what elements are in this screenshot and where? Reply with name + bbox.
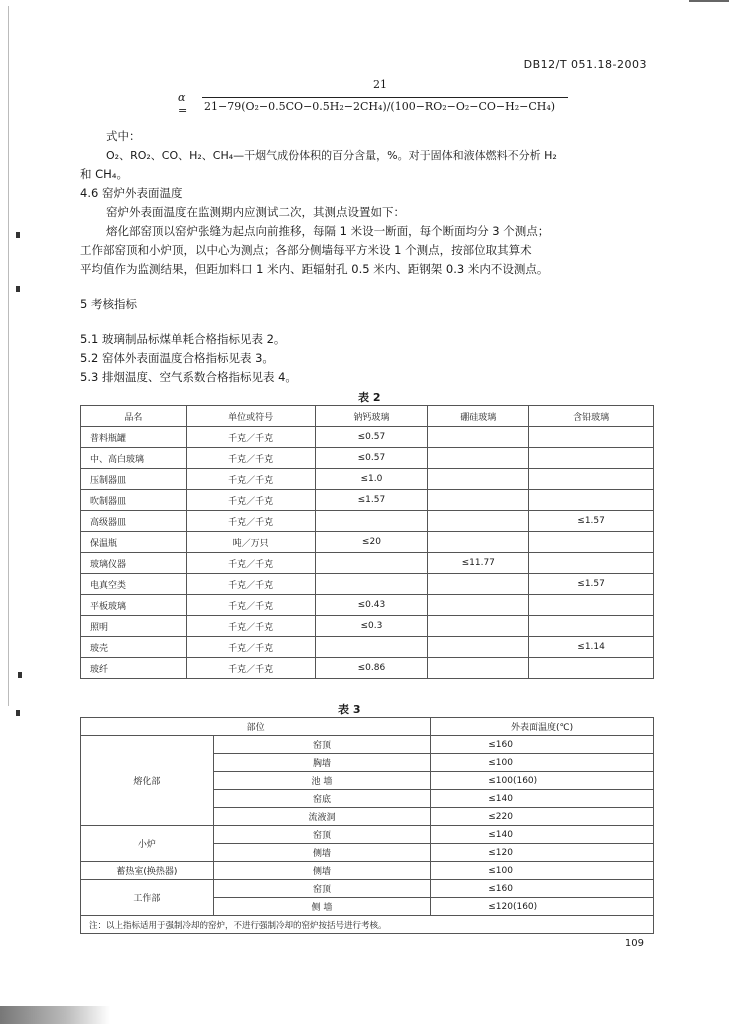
table-cell: ≤1.0 — [315, 469, 428, 490]
table-cell: 千克／千克 — [186, 595, 315, 616]
table-cell — [315, 574, 428, 595]
table-cell — [529, 490, 654, 511]
sub-part-cell: 窑顶 — [213, 826, 431, 844]
table-cell: 保温瓶 — [81, 532, 187, 553]
table-cell: 千克／千克 — [186, 637, 315, 658]
scan-speck — [16, 286, 20, 292]
definition-line-1: O₂、RO₂、CO、H₂、CH₄—干烟气成份体积的百分含量，%。对于固体和液体燃料不分析 H₂ — [106, 149, 557, 162]
table-cell: ≤0.3 — [315, 616, 428, 637]
table-3 — [80, 717, 654, 934]
table-cell: 普料瓶罐 — [81, 427, 187, 448]
table-header-cell: 钠钙玻璃 — [315, 406, 428, 427]
table-cell: 玻壳 — [81, 637, 187, 658]
table-cell: ≤0.43 — [315, 595, 428, 616]
table-cell — [428, 574, 529, 595]
section-5-3: 5.3 排烟温度、空气系数合格指标见表 4。 — [80, 370, 297, 384]
table-cell — [529, 469, 654, 490]
formula-numerator: 21 — [373, 78, 387, 91]
table-row — [81, 616, 654, 637]
table-cell: 千克／千克 — [186, 658, 315, 679]
table-cell — [315, 511, 428, 532]
table-cell — [529, 427, 654, 448]
table-cell: 电真空类 — [81, 574, 187, 595]
temperature-cell: ≤140 — [431, 826, 654, 844]
table-cell — [428, 490, 529, 511]
table-cell: 千克／千克 — [186, 448, 315, 469]
table-cell: ≤0.57 — [315, 448, 428, 469]
scan-speck — [16, 710, 20, 716]
fraction-line — [202, 97, 568, 98]
table-cell: 千克／千克 — [186, 574, 315, 595]
table-row — [81, 574, 654, 595]
table-row — [81, 826, 654, 844]
table-cell — [428, 511, 529, 532]
table-cell — [428, 658, 529, 679]
table-cell: ≤0.86 — [315, 658, 428, 679]
sub-part-cell: 侧 墙 — [213, 898, 431, 916]
section-5-heading: 5 考核指标 — [80, 297, 137, 311]
table-cell — [529, 616, 654, 637]
sub-part-cell: 侧墙 — [213, 844, 431, 862]
table-cell: ≤20 — [315, 532, 428, 553]
table-header-cell: 含铅玻璃 — [529, 406, 654, 427]
table-cell: 高级器皿 — [81, 511, 187, 532]
scan-speck — [16, 232, 20, 238]
table-cell — [529, 448, 654, 469]
table-cell: ≤1.14 — [529, 637, 654, 658]
table-cell — [529, 658, 654, 679]
table-cell: 千克／千克 — [186, 469, 315, 490]
part-group-cell: 蓄热室(换热器) — [81, 862, 214, 880]
definition-line-2: 和 CH₄。 — [80, 167, 128, 181]
table-cell — [428, 637, 529, 658]
table-note-row — [81, 916, 654, 934]
temperature-cell: ≤140 — [431, 790, 654, 808]
table-row — [81, 469, 654, 490]
table-cell: 千克／千克 — [186, 511, 315, 532]
table-row — [81, 637, 654, 658]
formula-denominator: 21−79(O₂−0.5CO−0.5H₂−2CH₄)/(100−RO₂−O₂−CO−H₂−CH₄) — [204, 100, 556, 113]
table-header-cell: 外表面温度(℃) — [431, 718, 654, 736]
temperature-cell: ≤100(160) — [431, 772, 654, 790]
table-3-caption: 表 3 — [338, 703, 361, 716]
temperature-cell: ≤100 — [431, 862, 654, 880]
table-cell: ≤0.57 — [315, 427, 428, 448]
table-cell — [428, 616, 529, 637]
table-header-cell: 品名 — [81, 406, 187, 427]
table-cell: 千克／千克 — [186, 553, 315, 574]
scan-corner-mark — [689, 0, 729, 10]
sub-part-cell: 流液洞 — [213, 808, 431, 826]
table-row — [81, 448, 654, 469]
sub-part-cell: 窑顶 — [213, 736, 431, 754]
table-row — [81, 658, 654, 679]
sub-part-cell: 池 墙 — [213, 772, 431, 790]
table-2 — [80, 405, 654, 679]
table-cell: 千克／千克 — [186, 427, 315, 448]
table-row — [81, 490, 654, 511]
section-5-2: 5.2 窑体外表面温度合格指标见表 3。 — [80, 351, 274, 365]
sub-part-cell: 胸墙 — [213, 754, 431, 772]
table-cell: 压制器皿 — [81, 469, 187, 490]
shizhong-label: 式中： — [106, 129, 141, 143]
table-cell: 平板玻璃 — [81, 595, 187, 616]
table-row — [81, 595, 654, 616]
sub-part-cell: 窑底 — [213, 790, 431, 808]
table-header-row — [81, 406, 654, 427]
table-cell: 中、高白玻璃 — [81, 448, 187, 469]
table-row — [81, 511, 654, 532]
temperature-cell: ≤160 — [431, 736, 654, 754]
table-row — [81, 532, 654, 553]
temperature-cell: ≤100 — [431, 754, 654, 772]
formula-lhs: α = — [178, 91, 188, 117]
table-cell: 照明 — [81, 616, 187, 637]
section-5-1: 5.1 玻璃制品标煤单耗合格指标见表 2。 — [80, 332, 286, 346]
section-4-6-para-1: 窑炉外表面温度在监测期内应测试二次，其测点设置如下： — [106, 205, 405, 219]
sub-part-cell: 侧墙 — [213, 862, 431, 880]
table-row — [81, 862, 654, 880]
table-cell — [428, 427, 529, 448]
table-header-cell: 部位 — [81, 718, 431, 736]
table-cell: 千克／千克 — [186, 490, 315, 511]
section-4-6-para-2a: 熔化部窑顶以窑炉张缝为起点向前推移，每隔 1 米设一断面，每个断面均分 3 个测点； — [106, 224, 550, 238]
part-group-cell: 小炉 — [81, 826, 214, 862]
table-header-cell: 单位或符号 — [186, 406, 315, 427]
page-number: 109 — [624, 938, 644, 949]
table-cell — [529, 532, 654, 553]
temperature-cell: ≤120(160) — [431, 898, 654, 916]
sub-part-cell: 窑顶 — [213, 880, 431, 898]
table-cell — [428, 469, 529, 490]
table-cell: 吹制器皿 — [81, 490, 187, 511]
table-row — [81, 880, 654, 898]
table-cell — [529, 595, 654, 616]
temperature-cell: ≤160 — [431, 880, 654, 898]
table-cell: ≤11.77 — [428, 553, 529, 574]
table-cell — [428, 448, 529, 469]
scan-speck — [18, 672, 22, 678]
scan-edge-artifact — [0, 1006, 110, 1024]
table-cell: ≤1.57 — [529, 574, 654, 595]
table-cell: ≤1.57 — [315, 490, 428, 511]
table-cell: 玻纤 — [81, 658, 187, 679]
table-2-caption: 表 2 — [358, 391, 381, 404]
temperature-cell: ≤120 — [431, 844, 654, 862]
table-row — [81, 553, 654, 574]
table-header-row — [81, 718, 654, 736]
standard-code: DB12/T 051.18-2003 — [523, 58, 647, 71]
table-cell: 千克／千克 — [186, 616, 315, 637]
table-cell — [428, 595, 529, 616]
table-header-cell: 硼硅玻璃 — [428, 406, 529, 427]
table-cell — [428, 532, 529, 553]
section-4-6-para-2b: 工作部窑顶和小炉顶，以中心为测点；各部分侧墙每平方米设 1 个测点，按部位取其算术 — [80, 243, 532, 257]
temperature-cell: ≤220 — [431, 808, 654, 826]
section-4-6-para-2c: 平均值作为监测结果，但距加料口 1 米内、距辐射孔 0.5 米内、距钢架 0.3 米内不设测点。 — [80, 262, 549, 276]
scan-margin-line — [8, 6, 9, 706]
table-note: 注：以上指标适用于强制冷却的窑炉，不进行强制冷却的窑炉按括号进行考核。 — [81, 916, 654, 934]
table-cell: ≤1.57 — [529, 511, 654, 532]
table-row — [81, 736, 654, 754]
part-group-cell: 工作部 — [81, 880, 214, 916]
table-cell: 吨／万只 — [186, 532, 315, 553]
table-row — [81, 427, 654, 448]
table-cell — [315, 637, 428, 658]
section-4-6-heading: 4.6 窑炉外表面温度 — [80, 186, 183, 200]
table-cell — [315, 553, 428, 574]
table-cell — [529, 553, 654, 574]
part-group-cell: 熔化部 — [81, 736, 214, 826]
table-cell: 玻璃仪器 — [81, 553, 187, 574]
